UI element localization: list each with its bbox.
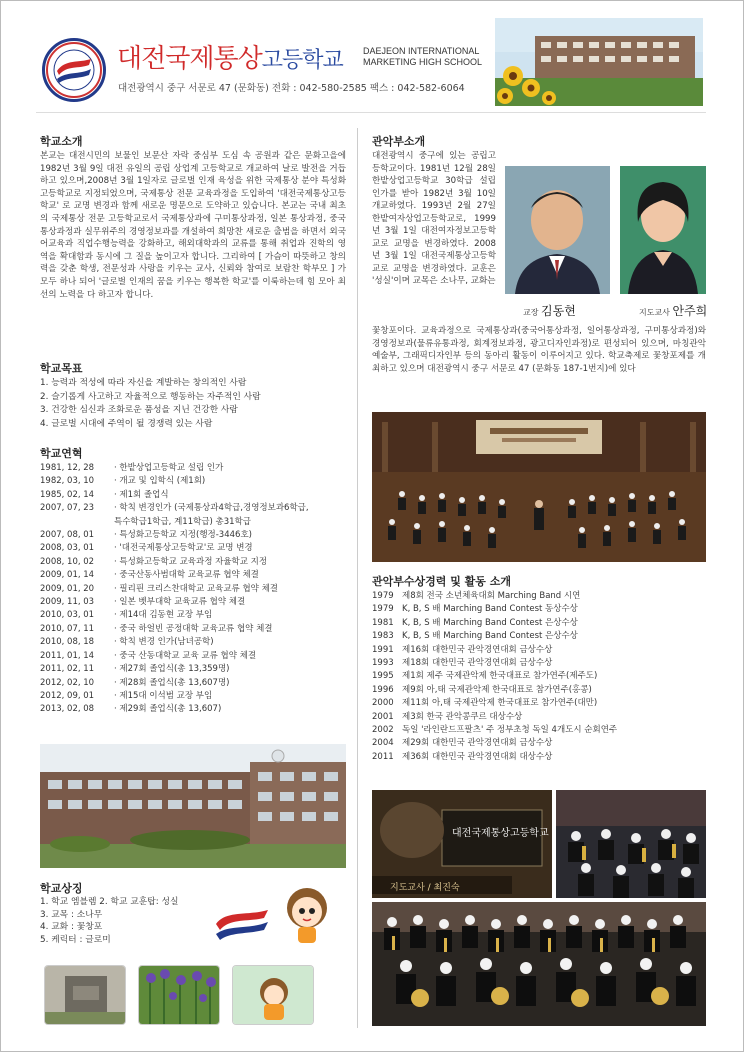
symbols-list	[40, 896, 179, 946]
history-row	[40, 663, 309, 676]
award-text: K, B, S 배 Marching Band Contest 은상수상	[402, 617, 578, 628]
history-date: 2010, 07, 11	[40, 623, 95, 634]
award-year: 2000	[372, 698, 394, 709]
goal-item: 1. 능력과 적성에 따라 자신을 계발하는 창의적인 사람	[40, 378, 247, 388]
award-year: 1981	[372, 617, 394, 628]
award-row	[372, 590, 617, 603]
award-year: 1991	[372, 644, 394, 655]
mascot-card-photo	[232, 965, 314, 1025]
history-row	[40, 529, 309, 542]
award-year: 2011	[372, 751, 394, 762]
award-row	[372, 603, 617, 616]
band-concert-photo	[372, 412, 706, 562]
history-row	[40, 636, 309, 649]
school-name-english	[363, 46, 482, 68]
award-text: 제3회 한국 관악콩쿠르 대상수상	[402, 711, 523, 722]
band-text-narrow: 대전광역시 중구에 있는 공립고등학교이다. 1981년 12월 28일 한밭상업고등학교 30학급 설립인가를 받아 1982년 3월 10일 개교하였다. 1993년 2월 27일 한밭여자상업고등학교로, 1999년 3월 1일 대전여자정보고등학교로 교명을 변경하였다. 2008년 3월 1일 대전국제통상고등학교로 교명을 변경하였다. 교훈은 '성실'이며 교목은 소나무, 교화는	[372, 151, 496, 286]
history-event: · 제27회 졸업식(총 13,359명)	[114, 664, 230, 675]
history-date: 1985, 02, 14	[40, 489, 95, 500]
symbols-heading: 학교상징	[40, 882, 83, 895]
award-row	[372, 711, 617, 724]
school-name-title	[117, 38, 343, 75]
school-building-photo	[495, 18, 703, 106]
symbol-item: 3. 교목 : 소나무	[40, 909, 103, 920]
mascot-character	[282, 884, 332, 948]
header-divider	[36, 112, 706, 113]
award-row	[372, 724, 617, 737]
band-performance-photo	[372, 902, 706, 1026]
history-event: · 특성화고등학교 지정(행정-3446호)	[114, 530, 252, 541]
award-year: 2004	[372, 738, 394, 749]
history-row	[40, 475, 309, 488]
history-date: 2011, 02, 11	[40, 664, 95, 675]
history-date: 2009, 11, 03	[40, 597, 95, 608]
history-row	[40, 623, 309, 636]
history-row	[40, 650, 309, 663]
award-text: 제36회 대한민국 관악경연대회 대상수상	[402, 751, 553, 762]
award-text: 제9회 아,태 국제관악제 한국대표로 참가연주(홍콩)	[402, 684, 592, 695]
award-row	[372, 670, 617, 683]
history-date: 2007, 08, 01	[40, 530, 95, 541]
award-year: 1993	[372, 658, 394, 669]
school-name-en-line1: DAEJEON INTERNATIONAL	[363, 46, 480, 56]
history-date: 2009, 01, 20	[40, 583, 95, 594]
history-row	[40, 677, 309, 690]
awards-list	[372, 590, 617, 764]
school-emblem-logo	[42, 38, 106, 102]
award-text: 제18회 대한민국 관악경연대회 금상수상	[402, 658, 553, 669]
history-event: · 제1회 졸업식	[114, 489, 169, 500]
history-row	[40, 489, 309, 502]
band-rehearsal-photo	[556, 790, 706, 898]
teacher-portrait	[620, 166, 706, 294]
award-row	[372, 737, 617, 750]
history-event: · 제29회 졸업식(총 13,607)	[114, 704, 222, 715]
history-event: · 개교 및 입학식 (제1회)	[114, 476, 206, 487]
history-event: · 제15대 이석범 교장 부임	[114, 690, 213, 701]
column-divider	[357, 128, 358, 1028]
intro-text: 본교는 대전시민의 보물인 보문산 자락 중심부 도심 속 공원과 같은 문화고을에 1982년 3월 9일 대전 유일의 공립 상업계 고등학교로 개교하여 날로 발전을 거듭하고 있으며,2008년 3월 1일자로 글로벌 인재 육성을 위한 국제통상 분야 특성화고등학교로 지정되었으며, 국제통상 전문 교육과정을 도입하여 '대전국제통상고등학교' 로 교명 변경과 함께 새로운 명문으로 도약하고 있습니다. 본교는 국내 최초의 국제통상 전문 고등학교로서 국제통상과에 구미통상과정, 일본 통상과정, 중국통상과정과 실무위주의 경영정보과를 개설하여 희망찬 새로운 출범을 하면서 외국어교육과 직업수행능력을 강화하고, 해외대학과의 교류를 통해 취업과 진학의 영역을 확대함과 동시에 그 질을 높이고자 합니다. 그리하여 [ 가슴이 따뜻하고 창의력을 갖춘 학생, 전문성과 사랑을 키우는 교사, 신뢰와 참여로 보람찬 학부모 ] 가 모두 하나 되어 '글로벌 인재의 꿈을 키우는 행복한 학교'를 이룩하는데 힘 모아 최선의 노력을 다 하고자 합니다.	[40, 151, 346, 300]
history-event: 특수학급1학급, 계11학급) 총31학급	[114, 516, 251, 527]
history-date: 2007, 07, 23	[40, 503, 95, 514]
history-row	[40, 703, 309, 716]
history-date: 2012, 09, 01	[40, 690, 95, 701]
principal-portrait	[505, 166, 610, 294]
school-name-main: 대전국제통상	[117, 44, 262, 74]
teacher-caption	[639, 302, 707, 319]
history-date: 2011, 01, 14	[40, 650, 95, 661]
award-text: 제16회 대한민국 관악경연대회 금상수상	[402, 644, 553, 655]
goals-list	[40, 377, 261, 431]
history-date: 2012, 02, 10	[40, 677, 95, 688]
symbol-item: 1. 학교 엠블렘 2. 학교 교훈탑: 성실	[40, 897, 179, 907]
history-date: 2008, 03, 01	[40, 543, 95, 554]
award-year: 1979	[372, 591, 394, 601]
history-event: · 중국 하얼빈 공정대학 교육교류 협약 체결	[114, 623, 273, 634]
band-heading: 관악부소개	[372, 135, 426, 148]
goals-heading: 학교목표	[40, 362, 83, 375]
symbol-item: 5. 케릭터 : 글로미	[40, 934, 111, 945]
awards-heading: 관악부수상경력 및 활동 소개	[372, 575, 511, 588]
principal-caption	[523, 302, 576, 319]
award-row	[372, 617, 617, 630]
goal-item: 3. 건강한 심신과 조화로운 품성을 지닌 건강한 사람	[40, 405, 238, 415]
history-event: · 특성화고등학교 교육과정 자율학교 지정	[114, 556, 268, 567]
history-event: · '대전국제통상고등학교'로 교명 변경	[114, 543, 253, 554]
history-event: · 중국산동사범대학 교육교류 협약 체결	[114, 570, 259, 581]
teacher-role: 지도교사	[639, 308, 670, 317]
band-text-wide: 꽃창포이다. 교육과정으로 국제통상과(중국어통상과정, 일어통상과정, 구미통상과정)와 경영정보과(물류유통과정, 회계정보과정, 광고디자인과정)로 편성되어 있으며, 마칭관악예술부, 그래픽디자인부 등의 동아리 활동이 이루어지고 있다. 학교축제로 꽃창포제를 개최하고 있으며 대전광역시 중구 서문로 47 (문화동 187-1번지)에 있다	[372, 326, 706, 374]
award-row	[372, 684, 617, 697]
award-year: 1983	[372, 631, 394, 642]
history-date: 2010, 08, 18	[40, 637, 95, 648]
award-row	[372, 657, 617, 670]
award-year: 1979	[372, 604, 394, 615]
school-main-building-photo	[40, 744, 346, 868]
documentary-title-still	[372, 790, 552, 898]
history-event: · 학칙 변경인가 (국제통상과4학급,경영정보과6학급,	[114, 503, 309, 514]
history-date: 2009, 01, 14	[40, 570, 95, 581]
history-row	[40, 583, 309, 596]
history-list	[40, 462, 309, 717]
award-row	[372, 644, 617, 657]
goal-item: 4. 글로벌 시대에 주역이 될 경쟁력 있는 사람	[40, 418, 213, 429]
intro-heading: 학교소개	[40, 135, 83, 148]
history-event: · 제28회 졸업식(총 13,607명)	[114, 677, 230, 688]
history-row	[40, 516, 309, 529]
history-row	[40, 569, 309, 582]
award-text: 제8회 전국 소년체육대회 Marching Band 시연	[402, 591, 581, 601]
award-text: 제1회 제주 국제관악제 한국대표로 참가연주(제주도)	[402, 671, 598, 682]
motto-tower-photo	[44, 965, 126, 1025]
award-row	[372, 751, 617, 764]
still-teacher-caption: 지도교사 / 최진숙	[390, 883, 460, 893]
award-text: K, B, S 배 Marching Band Contest 동상수상	[402, 604, 578, 615]
history-date: 1982, 03, 10	[40, 476, 95, 487]
principal-name: 김동현	[541, 304, 576, 318]
history-date: 2008, 10, 02	[40, 556, 95, 567]
still-title: 대전국제통상고등학교	[452, 828, 549, 839]
principal-role: 교장	[523, 308, 539, 317]
award-year: 2001	[372, 711, 394, 722]
history-row	[40, 462, 309, 475]
history-event: · 중국 산동대학교 교육 교류 협약 체결	[114, 650, 257, 661]
history-event: · 학칙 변경 인가(남녀공학)	[114, 637, 214, 648]
award-text: K, B, S 배 Marching Band Contest 은상수상	[402, 631, 578, 642]
award-text: 제11회 아,태 국제관악제 한국대표로 참가연주(대만)	[402, 698, 598, 709]
school-name-en-line2: MARKETING HIGH SCHOOL	[363, 57, 483, 67]
school-name-sub: 고등학교	[261, 48, 343, 73]
history-row	[40, 596, 309, 609]
history-heading: 학교연혁	[40, 447, 83, 460]
history-event: · 일본 벳부대학 교육교류 협약 체결	[114, 597, 246, 608]
goal-item: 2. 슬기롭게 사고하고 자율적으로 행동하는 자주적인 사람	[40, 391, 261, 402]
history-event: · 필리핀 크리스찬대학교 교육교류 협약 체결	[114, 583, 279, 594]
history-row	[40, 542, 309, 555]
award-row	[372, 630, 617, 643]
award-text: 제29회 대한민국 관악경연대회 금상수상	[402, 738, 553, 749]
history-date: 2013, 02, 08	[40, 704, 95, 715]
award-year: 1995	[372, 671, 394, 682]
history-row	[40, 609, 309, 622]
history-date: 1981, 12, 28	[40, 463, 95, 473]
award-year: 1996	[372, 684, 394, 695]
history-date	[40, 516, 114, 529]
iris-flower-photo	[138, 965, 220, 1025]
history-row	[40, 690, 309, 703]
header-address: 대전광역시 중구 서문로 47 (문화동) 전화 : 042-580-2585 팩스 : 042-582-6064	[118, 83, 465, 94]
history-event: · 제14대 김동현 교장 부임	[114, 610, 213, 621]
history-date: 2010, 03, 01	[40, 610, 95, 621]
history-row	[40, 556, 309, 569]
history-row	[40, 502, 309, 515]
teacher-name: 안주희	[672, 304, 708, 318]
award-year: 2002	[372, 725, 394, 736]
award-text: 독일 '라인란드프팔츠' 주 정부초청 독일 4개도시 순회연주	[402, 725, 618, 736]
symbol-item: 4. 교화 : 꽃창포	[40, 922, 103, 932]
school-emblem-mark	[212, 904, 272, 944]
history-event: · 한밭상업고등학교 설립 인가	[114, 463, 224, 473]
award-row	[372, 697, 617, 710]
